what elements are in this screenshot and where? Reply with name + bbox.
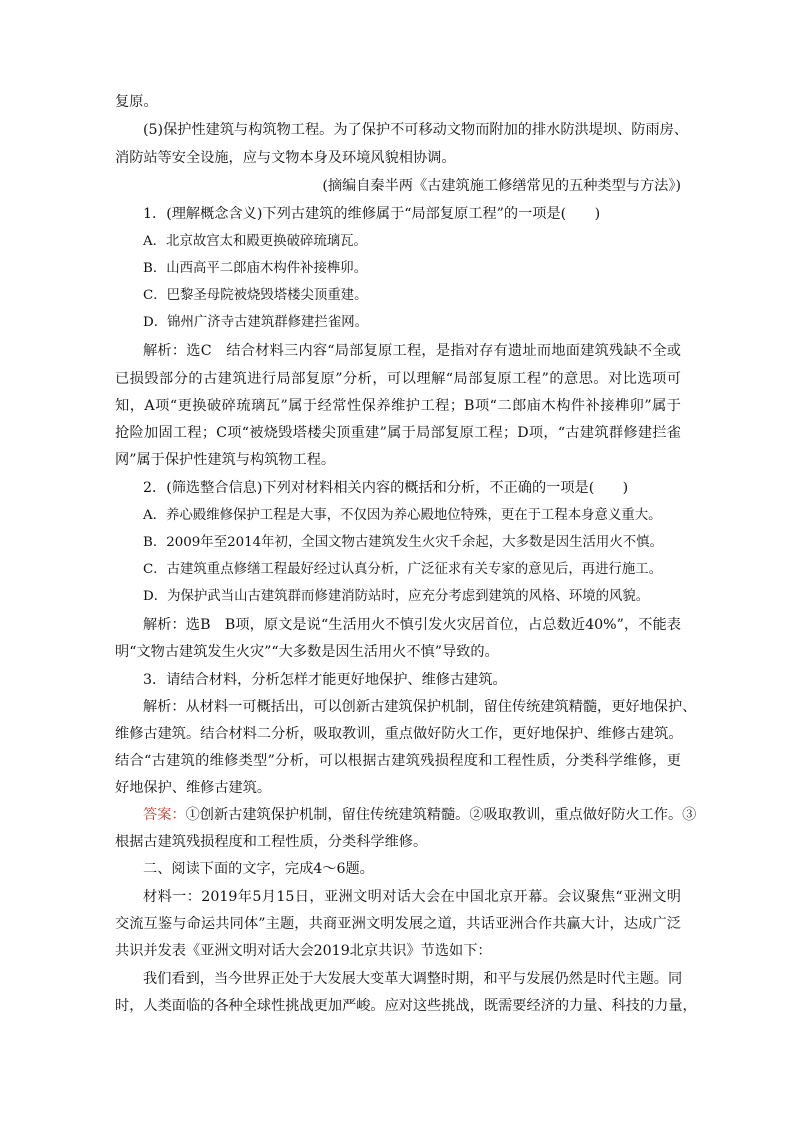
option-c: C．巴黎圣母院被烧毁塔楼尖顶重建。 (143, 288, 368, 303)
analysis-line: 网”属于保护性建筑与构筑物工程。 (115, 452, 336, 468)
analysis-line: 结合“古建筑的维修类型”分析，可以根据古建筑残损程度和工程性质，分类科学维修，更 (115, 753, 681, 769)
answer-line (143, 805, 697, 825)
material-line: 共识并发表《亚洲文明对话大会2019北京共识》节选如下： (115, 943, 492, 959)
material-line: 我们看到，当今世界正处于大发展大变革大调整时期，和平与发展仍然是时代主题。同 (143, 971, 683, 987)
question-3: 3．请结合材料，分析怎样才能更好地保护、维修古建筑。 (143, 672, 507, 688)
answer-label: 答案： (143, 807, 186, 823)
material-line: 交流互鉴与命运共同体”主题，共商亚洲文明发展之道，共话亚洲合作共赢大计，达成广泛 (115, 916, 681, 932)
analysis-line: 解析：选B B项，原文是说“生活用火不慎引发火灾居首位，占总数近40%”，不能表 (143, 617, 681, 633)
analysis-line: 解析：选C 结合材料三内容“局部复原工程，是指对存有遗址而地面建筑残缺不全或 (143, 343, 681, 359)
text-line: 消防站等安全设施，应与文物本身及环境风貌相协调。 (115, 150, 456, 166)
analysis-line: 已损毁部分的古建筑进行局部复原”分析，可以理解“局部复原工程”的意思。对比选项可 (115, 371, 681, 387)
analysis-line: 抢险加固工程；C项“被烧毁塔楼尖顶重建”属于局部复原工程；D项，“古建筑群修建拦雀 (115, 425, 681, 441)
analysis-line: 维修古建筑。结合材料二分析，吸取教训，重点做好防火工作，更好地保护、维修古建筑。 (115, 726, 683, 742)
text-line: 复原。 (115, 94, 158, 110)
option-c: C．古建筑重点修缮工程最好经过认真分析，广泛征求有关专家的意见后，再进行施工。 (143, 562, 663, 577)
answer-text: ①创新古建筑保护机制，留住传统建筑精髓。②吸取教训，重点做好防火工作。③ (185, 807, 697, 823)
material-line: 材料一：2019年5月15日，亚洲文明对话大会在中国北京开幕。会议聚焦“亚洲文明 (143, 889, 681, 905)
analysis-line: 明“文物古建筑发生火灾”“大多数是因生活用火不慎”导致的。 (115, 644, 499, 660)
option-a: A．养心殿维修保护工程是大事，不仅因为养心殿地位特殊，更在于工程本身意义重大。 (143, 508, 662, 523)
question-1: 1．(理解概念含义)下列古建筑的维修属于“局部复原工程”的一项是( ) (143, 206, 601, 222)
option-a: A．北京故宫太和殿更换破碎琉璃瓦。 (143, 234, 367, 249)
answer-line: 根据古建筑残损程度和工程性质，分类科学维修。 (115, 834, 428, 850)
analysis-line: 解析：从材料一可概括出，可以创新古建筑保护机制，留住传统建筑精髓，更好地保护、 (143, 699, 697, 715)
question-2: 2．(筛选整合信息)下列对材料相关内容的概括和分析，不正确的一项是( ) (143, 480, 629, 496)
analysis-line: 知，A项“更换破碎琉璃瓦”属于经常性保养维护工程；B项“二郎庙木构件补接榫卯”属于 (115, 398, 681, 414)
option-d: D．为保护武当山古建筑群而修建消防站时，应充分考虑到建筑的风格、环境的风貌。 (143, 589, 650, 604)
option-b: B．2009年至2014年初，全国文物古建筑发生火灾千余起，大多数是因生活用火不慎。 (143, 535, 663, 550)
analysis-line: 好地保护、维修古建筑。 (115, 780, 272, 796)
material-line: 时，人类面临的各种全球性挑战更加严峻。应对这些挑战，既需要经济的力量、科技的力量， (115, 998, 697, 1014)
text-line: (5)保护性建筑与构筑物工程。为了保护不可移动文物而附加的排水防洪堤坝、防雨房、 (143, 122, 689, 138)
option-d: D．锦州广济寺古建筑群修建拦雀网。 (143, 315, 368, 330)
source-citation: (摘编自秦半两《古建筑施工修缮常见的五种类型与方法》) (322, 178, 681, 194)
option-b: B．山西高平二郎庙木构件补接榫卯。 (143, 261, 368, 276)
section-heading: 二、阅读下面的文字，完成4～6题。 (143, 861, 374, 877)
